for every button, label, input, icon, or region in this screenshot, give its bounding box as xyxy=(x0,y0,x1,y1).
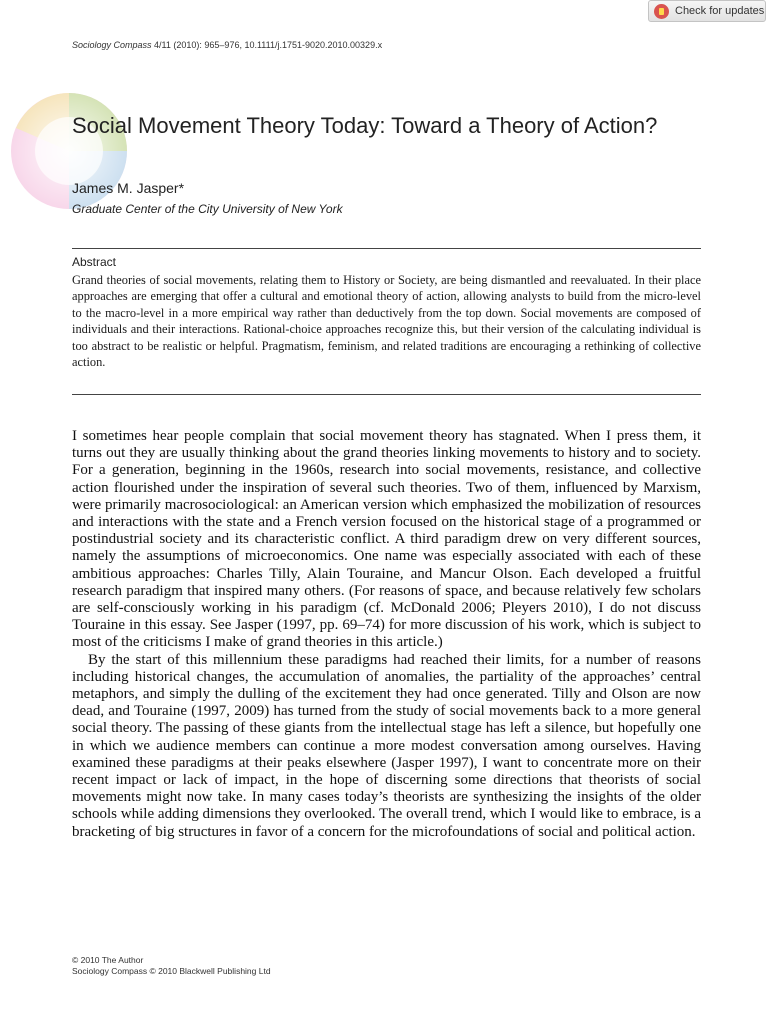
journal-name: Sociology Compass xyxy=(72,40,152,50)
footer-copyright-publisher: Sociology Compass © 2010 Blackwell Publishing Ltd xyxy=(72,966,271,976)
body-paragraph: By the start of this millennium these paradigms had reached their limits, for a number of reasons including historical changes, the accumulation of anomalies, the partiality of the approaches’ central metaphors, and simply the dulling of the excitement they had once generated. Tilly and Olson are now dead, and Touraine (1997, 2009) has turned from the study of social movements back to a more general social theory. The passing of these giants from the intellectual stage has left a silence, but hopefully one in which we audience members can continue a more modest conversation among ourselves. Having examined these paradigms at their peaks elsewhere (Jasper 1997), I want to concentrate more on their recent impact or lack of impact, in the hope of discerning some directions that theorists of social movements might now take. In many cases today’s theorists are synthesizing the insights of the older schools while adding dimensions they overlooked. The overall trend, which I would like to embrace, is a bracketing of big structures in favor of a concern for the microfoundations of social and political action. xyxy=(72,651,701,840)
author-name: James M. Jasper* xyxy=(72,180,185,196)
journal-citation xyxy=(72,40,382,50)
article-body xyxy=(72,428,701,841)
citation-details: 4/11 (2010): 965–976, 10.1111/j.1751-9020.2010.00329.x xyxy=(151,40,383,50)
abstract-heading: Abstract xyxy=(72,255,117,269)
body-paragraph: I sometimes hear people complain that social movement theory has stagnated. When I press them, it turns out they are usually thinking about the grand theories linking movements to history and to society. For a generation, beginning in the 1960s, research into social movements, resistance, and collective action flourished under the inspiration of several such theories. Two of them, influenced by Marxism, were primarily macrosociological: an American version which emphasized the mobilization of resources and interactions with the state and a French version focused on the historical stage of a programmed or postindustrial society and its characteristic conflict. A third paradigm drew on very different sources, namely the assumptions of microeconomics. One name was especially associated with each of these ambitious approaches: Charles Tilly, Alain Touraine, and Mancur Olson. Each developed a fruitful research paradigm that inspired many others. (For reasons of space, and because relatively few scholars are self-consciously working in his paradigm (cf. McDonald 2006; Pleyers 2010), I do not discuss Touraine in this essay. See Jasper (1997, pp. 69–74) for more discussion of his work, which is subject to most of the criticisms I make of grand theories in this article.) xyxy=(72,428,701,651)
abstract-text: Grand theories of social movements, relating them to History or Society, are being dismantled and reevaluated. In their place approaches are emerging that offer a cultural and emotional theory of action, allowing analysts to build from the micro-level to the macro-level in a more empirical way rather than deductively from the top down. Social movements are composed of individuals and their interactions. Rational-choice approaches recognize this, but their version of the calculating individual is too abstract to be realistic or helpful. Pragmatism, feminism, and related traditions are encouraging a rethinking of collective action. xyxy=(72,273,701,370)
author-affiliation: Graduate Center of the City University of New York xyxy=(72,202,343,216)
abstract-bottom-divider xyxy=(72,394,701,395)
abstract-top-divider xyxy=(72,248,701,249)
crossmark-icon xyxy=(654,4,669,19)
footer-copyright-author: © 2010 The Author xyxy=(72,955,144,965)
page-footer xyxy=(72,955,271,977)
check-for-updates-label: Check for updates xyxy=(675,5,765,17)
check-for-updates-button[interactable] xyxy=(648,0,766,22)
article-title: Social Movement Theory Today: Toward a Theory of Action? xyxy=(72,113,658,138)
